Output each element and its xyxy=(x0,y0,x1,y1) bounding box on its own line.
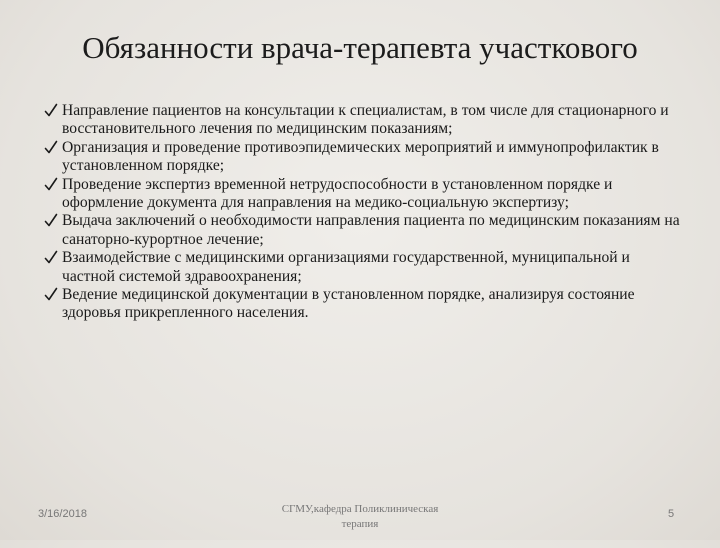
list-item xyxy=(44,139,684,176)
checkmark-icon xyxy=(44,212,58,230)
page-number: 5 xyxy=(668,508,675,520)
checkmark-icon xyxy=(44,286,58,304)
list-item xyxy=(44,249,684,286)
slide-title: Обязанности врача-терапевта участкового xyxy=(82,30,638,65)
list-item xyxy=(44,286,684,323)
list-item xyxy=(44,212,684,249)
bullet-text: Организация и проведение противоэпидемических мероприятий и иммунопрофилактик в установленном порядке; xyxy=(62,138,659,175)
footer-organization-line2: терапия xyxy=(341,518,379,530)
bullet-text: Проведение экспертиз временной нетрудоспособности в установленном порядке и оформление документа для направления на медико-социальную экспертизу; xyxy=(62,175,613,212)
bullet-text: Ведение медицинской документации в установленном порядке, анализируя состояние здоровья прикрепленного населения. xyxy=(62,286,635,322)
bullet-text: Направление пациентов на консультации к специалистам, в том числе для стационарного и восстановительного лечения по медицинским показаниям; xyxy=(62,102,669,138)
list-item xyxy=(44,102,684,139)
checkmark-icon xyxy=(44,102,58,120)
footer-organization-line1: СГМУ,кафедра Поликлиническая xyxy=(281,503,439,515)
checkmark-icon xyxy=(44,139,58,157)
footer-date: 3/16/2018 xyxy=(38,508,87,520)
checkmark-icon xyxy=(44,249,58,267)
bullet-text: Выдача заключений о необходимости направления пациента по медицинским показаниям на санаторно-курортное лечение; xyxy=(62,212,680,248)
checkmark-icon xyxy=(44,176,58,194)
list-item xyxy=(44,176,684,213)
footer-organization xyxy=(255,502,465,542)
bullet-text: Взаимодействие с медицинскими организациями государственной, муниципальной и частной системой здравоохранения; xyxy=(62,249,630,285)
bullet-list xyxy=(44,102,684,323)
